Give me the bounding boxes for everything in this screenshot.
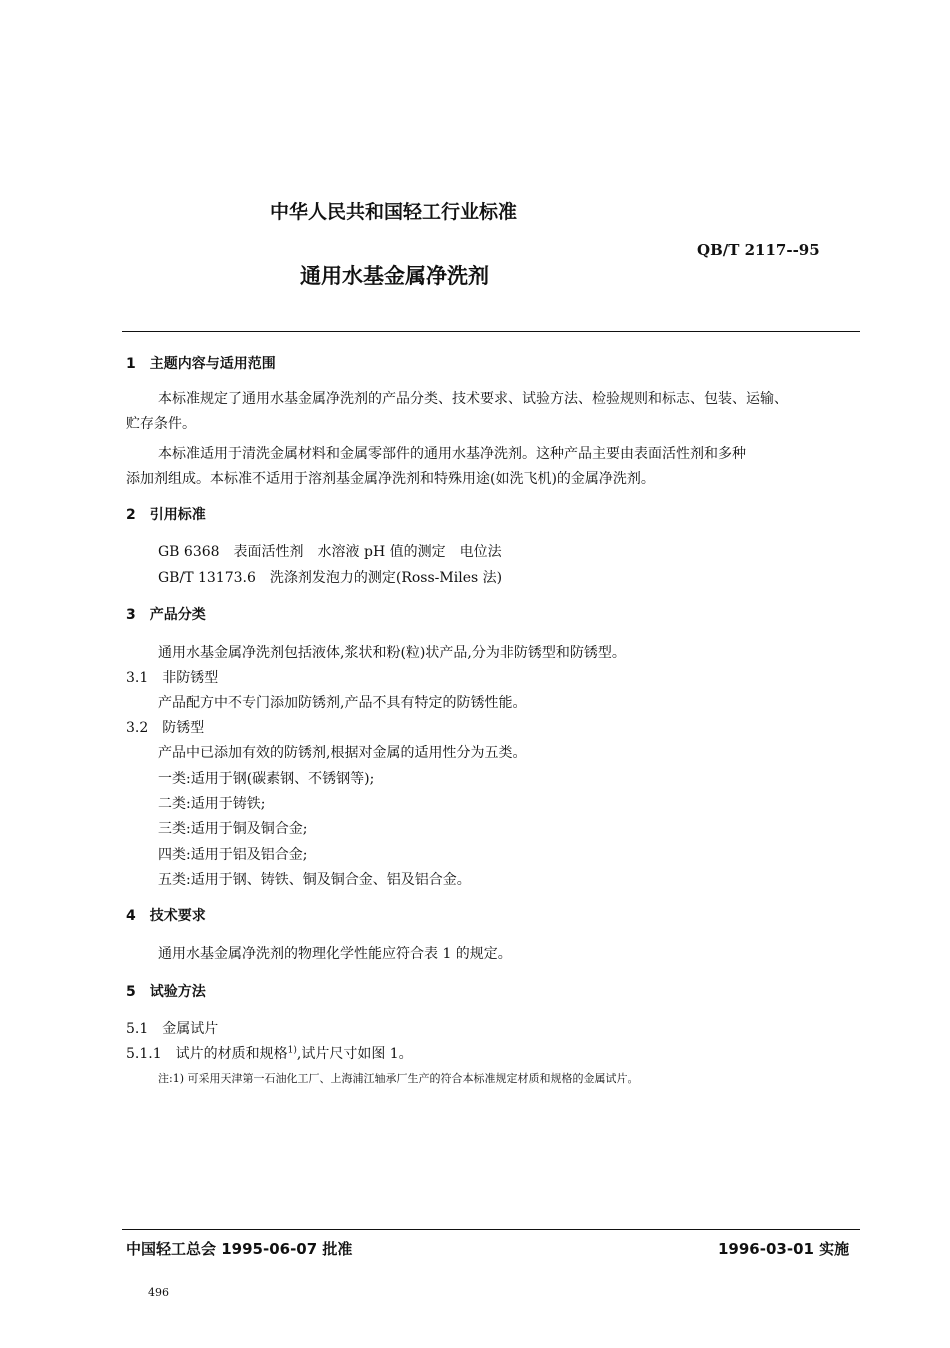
effective-date: 1996-03-01 实施 <box>718 1240 850 1258</box>
class-5: 五类:适用于钢、铸铁、铜及铜合金、铝及铝合金。 <box>158 872 471 888</box>
section-5-heading: 5 试验方法 <box>126 984 206 1000</box>
section-5-1-1-rest: ,试片尺寸如图 1。 <box>296 1046 413 1062</box>
org-title: 中华人民共和国轻工行业标准 <box>270 201 518 223</box>
reference-1: GB 6368 表面活性剂 水溶液 pH 值的测定 电位法 <box>158 544 502 560</box>
reference-2: GB/T 13173.6 洗涤剂发泡力的测定(Ross-Miles 法) <box>158 570 503 586</box>
footer-rule <box>122 1229 860 1230</box>
section-2-heading: 2 引用标准 <box>126 507 206 523</box>
section-5-1-1 <box>126 1043 413 1063</box>
approval-line: 中国轻工总会 1995-06-07 批准 <box>126 1240 353 1258</box>
standard-code: QB/T 2117--95 <box>697 241 820 259</box>
section-1-paragraph-1-cont: 贮存条件。 <box>126 416 196 432</box>
section-5-1-1-label: 5.1.1 试片的材质和规格 <box>126 1046 288 1062</box>
section-1-paragraph-1: 本标准规定了通用水基金属净洗剂的产品分类、技术要求、试验方法、检验规则和标志、包装、运输、 <box>158 391 788 407</box>
section-3-1-heading: 3.1 非防锈型 <box>126 670 219 686</box>
class-3: 三类:适用于铜及铜合金; <box>158 821 308 837</box>
section-1-paragraph-2: 本标准适用于清洗金属材料和金属零部件的通用水基净洗剂。这种产品主要由表面活性剂和多种 <box>158 446 746 462</box>
class-1: 一类:适用于钢(碳素钢、不锈钢等); <box>158 771 375 787</box>
section-3-1-text: 产品配方中不专门添加防锈剂,产品不具有特定的防锈性能。 <box>158 695 527 711</box>
section-4-heading: 4 技术要求 <box>126 908 206 924</box>
section-1-heading: 1 主题内容与适用范围 <box>126 356 276 372</box>
section-1-paragraph-2-cont: 添加剂组成。本标准不适用于溶剂基金属净洗剂和特殊用途(如洗飞机)的金属净洗剂。 <box>126 471 655 487</box>
section-3-2-text: 产品中已添加有效的防锈剂,根据对金属的适用性分为五类。 <box>158 745 527 761</box>
header-rule <box>122 331 860 332</box>
class-2: 二类:适用于铸铁; <box>158 796 266 812</box>
section-5-1-heading: 5.1 金属试片 <box>126 1021 219 1037</box>
class-4: 四类:适用于铝及铝合金; <box>158 847 308 863</box>
footnote-marker: 1) <box>287 1045 297 1056</box>
document-title: 通用水基金属净洗剂 <box>300 264 489 288</box>
page-number: 496 <box>148 1286 169 1299</box>
section-3-heading: 3 产品分类 <box>126 607 206 623</box>
section-4-text: 通用水基金属净洗剂的物理化学性能应符合表 1 的规定。 <box>158 946 512 962</box>
footnote: 注:1) 可采用天津第一石油化工厂、上海浦江轴承厂生产的符合本标准规定材质和规格的金属试片。 <box>158 1072 639 1085</box>
section-3-2-heading: 3.2 防锈型 <box>126 720 205 736</box>
section-3-intro: 通用水基金属净洗剂包括液体,浆状和粉(粒)状产品,分为非防锈型和防锈型。 <box>158 645 626 661</box>
